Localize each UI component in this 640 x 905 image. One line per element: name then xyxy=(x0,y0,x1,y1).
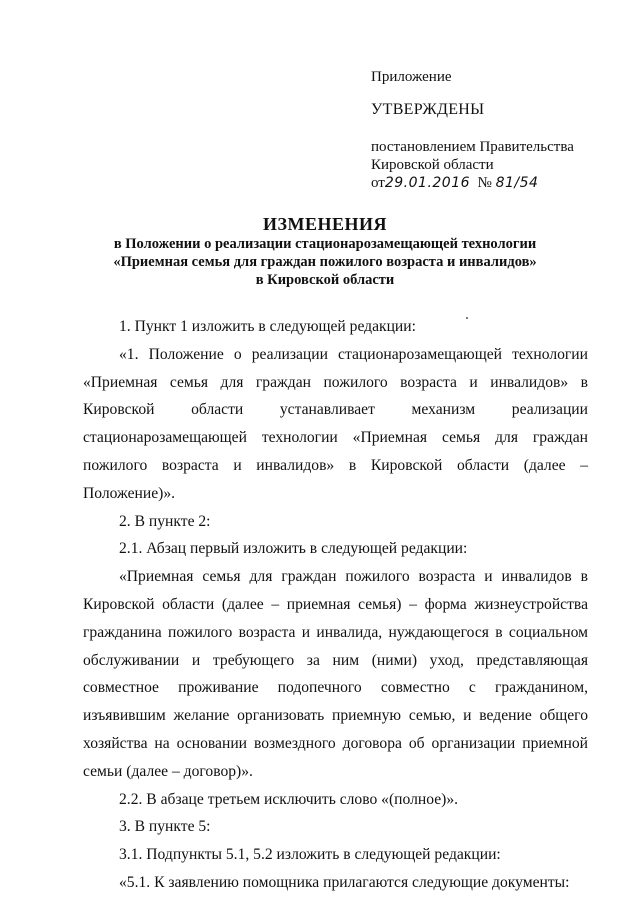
title-line-1: в Положении о реализации стационарозамещающей технологии xyxy=(113,236,537,252)
decree-date-line xyxy=(371,174,621,192)
title-line-3: в Кировской области xyxy=(255,272,395,288)
annex-label: Приложение xyxy=(371,69,452,85)
title-line-2: «Приемная семья для граждан пожилого возраста и инвалидов» xyxy=(113,254,537,270)
paragraph-7: 3. В пункте 5: xyxy=(119,818,211,836)
paragraph-1: 1. Пункт 1 изложить в следующей редакции: xyxy=(119,318,416,335)
approval-block xyxy=(371,68,621,192)
paragraph-2: «1. Положение о реализации стационарозамещающей технологии «Приемная семья для граждан пожилого возраста и инвалидов» в Кировской области устанавливает механизм реализации стационарозамещающей технологии «Приемная семья для граждан пожилого возраста и инвалидов» в Кировской области (далее – Положение)». xyxy=(83,345,588,502)
decree-line-1: постановлением Правительства xyxy=(371,139,574,155)
approved-label: УТВЕРЖДЕНЫ xyxy=(371,101,485,118)
number-prefix: № xyxy=(477,175,492,191)
handwritten-date: 29.01.2016 xyxy=(384,175,471,191)
date-prefix: от xyxy=(371,175,385,191)
paragraph-3: 2. В пункте 2: xyxy=(119,512,211,530)
paragraph-6: 2.2. В абзаце третьем исключить слово «(полное)». xyxy=(119,790,459,808)
handwritten-number: 81/54 xyxy=(495,175,539,191)
title-main: ИЗМЕНЕНИЯ xyxy=(262,214,387,234)
paragraph-5: «Приемная семья для граждан пожилого возраста и инвалидов в Кировской области (далее – приемная семья) – форма жизнеустройства гражданина пожилого возраста и инвалида, нуждающегося в социальном обслуживании и требующего за ним (ними) уход, представляющая совместное проживание подопечного совместно с гражданином, изъявившим желание организовать приемную семью, и ведение общего хозяйства на основании возмездного договора об организации приемной семьи (далее – договор)». xyxy=(83,568,588,780)
paragraph-8: 3.1. Подпункты 5.1, 5.2 изложить в следующей редакции: xyxy=(119,846,501,864)
paragraph-4: 2.1. Абзац первый изложить в следующей редакции: xyxy=(119,540,468,558)
decree-line-2: Кировской области xyxy=(371,157,494,173)
document-title xyxy=(60,213,590,289)
paragraph-9: «5.1. К заявлению помощника прилагаются следующие документы: xyxy=(119,873,570,891)
document-body xyxy=(83,313,588,897)
